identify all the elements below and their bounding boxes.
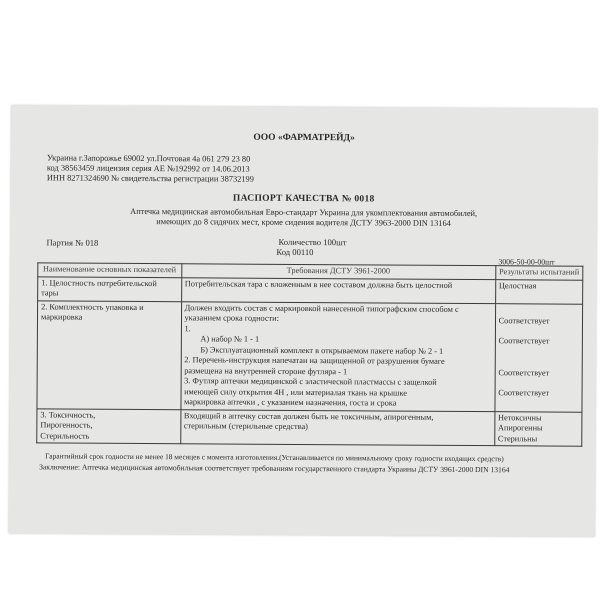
quantity: Количество 100шт — [278, 236, 347, 248]
table-row — [37, 300, 583, 411]
row2-indicator: 2. Комплектность упаковка и маркировка — [37, 300, 181, 409]
address-line-3: ИНН 8271324690 № свидетельства регистрации 38732199 — [46, 173, 254, 184]
party-number: Партия № 018 — [46, 237, 99, 248]
address-line-2: код 38563459 лицензия серия АЕ №192992 от 14.06.2013 — [46, 163, 250, 174]
row1-indicator: 1. Целостность потребительской тары — [38, 276, 182, 301]
document-sheet — [9, 105, 598, 537]
address-line-1: Украина г.Запорожье 69002 ул.Почтовая 4а 061 279 23 80 — [46, 153, 251, 164]
conclusion-note: Заключение: Аптечка медицинская автомобильная соответствует требованиям государственного стандарта Украины ДСТУ 3961-2000 DIN 13164 — [39, 462, 510, 475]
row2-requirement: Должен входить состав с маркировкой нанесенной типографским способом с указанием срока годности: 1. А) набор № 1 - 1 Б) Эксплуатационный комплект в открываемом пакете набор № 2 - 1 2. Перечень-инструкция напечатан на защищенной от разрушения бумаге размещена на внутренней стороне футляра - 1 3. Футляр аптечки медицинской с эластической пластмассы с защелкой имеющей силу открытия 4Н , или материалая ткань на крышке маркировка аптечки , с указанием назначения, госта и срока — [180, 301, 495, 411]
document-title: ПАСПОРТ КАЧЕСТВА № 0018 — [232, 193, 375, 205]
table-row — [37, 408, 582, 446]
header-requirement: Требования ДСТУ 3961-2000 — [181, 264, 495, 279]
row3-requirement: Входящий в аптечку состав должен быть не токсичным, апирогенным, стерильным (стерильные средства) — [180, 409, 494, 445]
subtitle-line-1: Аптечка медицинская автомобильная Евро-стандарт Украина для укомплектования автомобилей, — [130, 206, 478, 219]
header-indicator: Наименование основных показателей — [38, 263, 182, 277]
header-results: Результаты испытаний — [495, 266, 582, 280]
product-code: Код 00110 — [276, 246, 314, 258]
row2-results: Соответствует Соответствует Соответствует Соответствует — [495, 303, 583, 412]
table-row — [38, 276, 583, 303]
quality-table — [36, 262, 583, 446]
subtitle-line-2: имеющих до 8 сидячих мест, кроме сидения водителя ДСТУ 3963-2000 DIN 13164 — [156, 217, 451, 228]
warranty-note: Гарантийный срок годности не менее 18 месяцев с момента изготовления.(Устанавливается по минимальному сроку годности входящих средств) — [45, 451, 504, 464]
document-number: 3006-50-00-00шт — [498, 257, 555, 267]
row3-indicator: 3. Токсичность, Пирогенность, Стерильность — [37, 408, 181, 443]
row3-results: Нетоксичны Апирогенны Стерильны — [494, 411, 582, 446]
company-name: ООО «ФАРМАТРЕЙД» — [253, 132, 355, 144]
row1-requirement: Потребительская тара с вложенным в нее составом должна быть целостной — [181, 277, 495, 303]
row1-results: Целостная — [495, 279, 582, 304]
